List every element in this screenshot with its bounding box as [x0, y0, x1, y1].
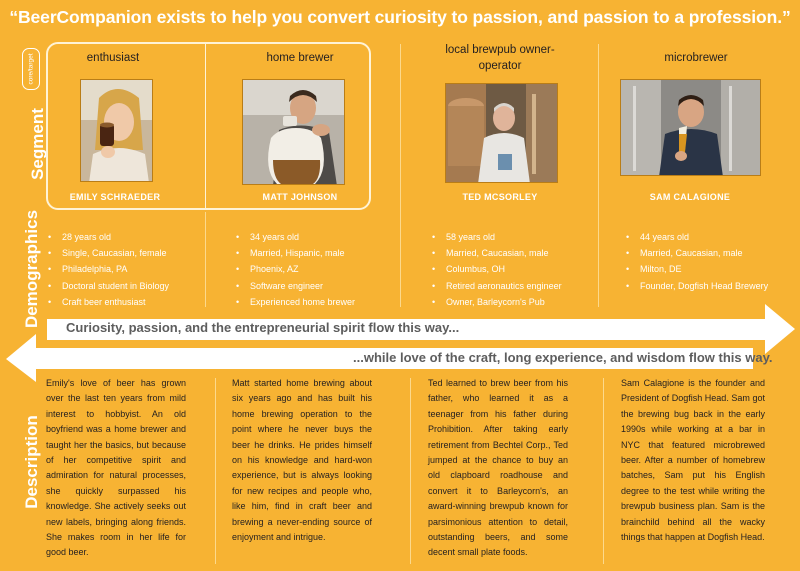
demographic-item: • Married, Caucasian, male: [428, 245, 562, 261]
demographic-item: • Experienced home brewer: [232, 294, 355, 310]
persona-photo: [242, 79, 345, 185]
demographic-item: • Doctoral student in Biology: [44, 278, 169, 294]
demographic-item: • Single, Caucasian, female: [44, 245, 169, 261]
persona-description: Sam Calagione is the founder and President of Dogfish Head. Sam got the brewing bug back in the early 1990s while working at a bar in NYC that featured microbrewed beer. After a number of homebrew batches, Sam put his English degree to the test while writing the brewpub business plan. Sam is the brainchild behind all the wacky things that happen at Dogfish Head.: [621, 378, 765, 543]
man-home-brewing-image: [243, 80, 345, 185]
column-divider: [215, 378, 216, 564]
demographic-item: • Founder, Dogfish Head Brewery: [622, 278, 768, 294]
demographic-item: • 44 years old: [622, 229, 768, 245]
persona-name: SAM CALAGIONE: [649, 192, 731, 202]
segment-title: microbrewer: [664, 52, 728, 64]
persona-photo: [445, 83, 558, 183]
segment-title: enthusiast: [86, 52, 140, 64]
segment-title: local brewpub owner-operator: [445, 44, 555, 72]
persona-photo: [620, 79, 761, 176]
demographic-item: • 28 years old: [44, 229, 169, 245]
demographics-list: [428, 229, 562, 310]
persona-name: MATT JOHNSON: [262, 192, 338, 202]
demographic-item: • Milton, DE: [622, 261, 768, 277]
demographics-list: [232, 229, 355, 310]
demographic-item: • Phoenix, AZ: [232, 261, 355, 277]
persona-description: Matt started home brewing about six years ago and has built his home brewing operation to the point where he never buys the beer he drinks. He prides himself on his knowledge and hard-won experience, but is always looking for new recipes and people who, like him, find in craft beer and brewing a never-ending source of enjoyment and intrigue.: [232, 378, 372, 543]
demographic-item: • 58 years old: [428, 229, 562, 245]
persona-name: EMILY SCHRAEDER: [69, 192, 161, 202]
demographics-row-label: Demographics: [22, 209, 41, 329]
demographic-item: • Retired aeronautics engineer: [428, 278, 562, 294]
persona-name: TED MCSORLEY: [462, 192, 538, 202]
demographics-list: [44, 229, 169, 310]
segment-row-label: Segment: [28, 108, 47, 180]
left-flow-text: ...while love of the craft, long experience, and wisdom flow this way.: [353, 350, 773, 365]
right-flow-text: Curiosity, passion, and the entrepreneurial spirit flow this way...: [66, 320, 460, 335]
core-target-tag: [22, 48, 40, 90]
segment-title: home brewer: [266, 52, 334, 64]
mission-quote: “BeerCompanion exists to help you convert curiosity to passion, and passion to a profession.”: [9, 7, 791, 27]
demographic-item: • Columbus, OH: [428, 261, 562, 277]
demographic-item: • Married, Hispanic, male: [232, 245, 355, 261]
demographic-item: • Craft beer enthusiast: [44, 294, 169, 310]
persona-description: Ted learned to brew beer from his father, who learned it as a teenager from his father during Prohibition. After taking early retirement from Bechtel Corp., Ted jumped at the chance to buy an old clapboard roadhouse and convert it to Barleycorn's, an award-winning brewpub known for parsimonious attention to detail, outstanding beers, and some decent small plate foods.: [428, 378, 568, 558]
column-divider: [410, 378, 411, 564]
column-divider: [603, 378, 604, 564]
persona-description: Emily's love of beer has grown over the last ten years from mild interest to hobbyist. An old boyfriend was a home brewer and taught her the basics, but because of her competitive spirit and admiration for natural processes, she quickly surpassed his knowledge. She actively seeks out new labels, bringing along friends. She makes room in her life for good beer.: [46, 378, 186, 558]
demographic-item: • Software engineer: [232, 278, 355, 294]
flow-arrows: [0, 302, 800, 382]
demographic-item: • Married, Caucasian, male: [622, 245, 768, 261]
microbrewer-tanks-image: [621, 80, 761, 176]
persona-photo: [80, 79, 153, 182]
woman-drinking-beer-image: [81, 80, 153, 182]
description-row-label: Description: [22, 415, 41, 509]
brewpub-tanks-image: [446, 84, 558, 183]
demographic-item: • Owner, Barleycorn's Pub: [428, 294, 562, 310]
demographic-item: • Philadelphia, PA: [44, 261, 169, 277]
column-divider: [598, 44, 599, 307]
core-target-label: core/target: [27, 53, 35, 85]
demographic-item: • 34 years old: [232, 229, 355, 245]
demographics-list: [622, 229, 768, 294]
column-divider: [205, 212, 206, 307]
column-divider: [400, 44, 401, 307]
